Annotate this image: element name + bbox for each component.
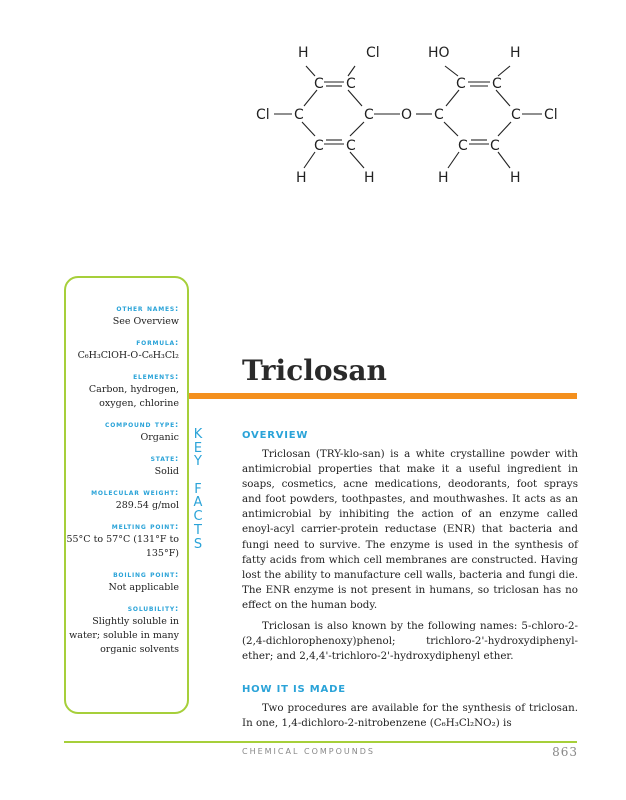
- atom-h: H: [510, 170, 521, 186]
- fact-value: Carbon, hydrogen, oxygen, chlorine: [88, 384, 179, 409]
- article-body: [242, 430, 578, 738]
- fact-boiling-point: [59, 570, 179, 595]
- overview-paragraph-1: Triclosan (TRY-klo-san) is a white crystalline powder with antimicrobial properties that make it a useful ingredient in soaps, cosmetics, acne medications, deodorants, foot sprays and foot powders, toothpastes, and mouthwashes. It acts as an antimicrobial by inhibiting the action of an enzyme called enoyl-acyl carrier-protein reductase (ENR) that bacteria and fungi need to survive. The enzyme is used in the synthesis of fatty acids from which cell membranes are constructed. Having lost the ability to manufacture cell walls, bacteria and fungi die. The ENR enzyme is not present in humans, so triclosan has no effect on the human body.: [242, 448, 578, 611]
- key-facts-letter: K: [193, 427, 203, 442]
- atom-cl: Cl: [256, 107, 270, 123]
- fact-label: molecular weight:: [91, 488, 179, 497]
- section-heading-how-made: HOW IT IS MADE: [242, 684, 346, 696]
- fact-formula: [59, 338, 179, 363]
- page-title: Triclosan: [242, 354, 387, 387]
- key-facts-letter: F: [194, 481, 202, 497]
- fact-elements: [59, 372, 179, 411]
- key-facts-letter: Y: [194, 454, 202, 470]
- footer-rule: [64, 741, 577, 743]
- fact-label: compound type:: [105, 420, 179, 429]
- key-facts-sidebar: [64, 276, 189, 714]
- key-facts-list: [59, 304, 179, 666]
- key-facts-letter: S: [193, 536, 203, 552]
- overview-paragraph-2: Triclosan is also known by the following names: 5-chloro-2-(2,4-dichlorophenoxy)phenol; trichloro-2'-hydroxydiphenyl-ether; and 2,4,4'-trichloro-2'-hydroxydiphenyl ether.: [242, 620, 578, 663]
- atom-h: H: [364, 170, 375, 186]
- atom-h: H: [510, 45, 521, 61]
- atom-c: C: [511, 107, 521, 123]
- fact-label: other names:: [116, 304, 179, 313]
- title-underline: [189, 393, 577, 399]
- fact-other-names: [59, 304, 179, 329]
- atom-cl: Cl: [366, 45, 380, 61]
- atom-ho: HO: [428, 45, 450, 61]
- fact-label: melting point:: [111, 522, 179, 531]
- key-facts-letter: [190, 469, 206, 483]
- atom-c: C: [346, 138, 356, 154]
- atom-c: C: [364, 107, 374, 123]
- fact-compound-type: [59, 420, 179, 445]
- fact-label: state:: [150, 454, 179, 463]
- atom-c: C: [314, 76, 324, 92]
- atom-h: H: [296, 170, 307, 186]
- fact-label: boiling point:: [113, 570, 179, 579]
- key-facts-vertical-label: [190, 428, 206, 551]
- fact-value: C₆H₃ClOH-O-C₆H₃Cl₂: [77, 350, 179, 361]
- footer-book-title: CHEMICAL COMPOUNDS: [242, 747, 375, 756]
- key-facts-letter: C: [193, 509, 203, 525]
- atom-cl: Cl: [544, 107, 558, 123]
- fact-value: See Overview: [112, 316, 179, 327]
- atom-o: O: [401, 107, 413, 123]
- atom-c: C: [490, 138, 500, 154]
- atom-c: C: [294, 107, 304, 123]
- fact-solubility: [59, 604, 179, 657]
- fact-value: Solid: [154, 466, 179, 477]
- atom-c: C: [458, 138, 468, 154]
- fact-value: 55°C to 57°C (131°F to 135°F): [66, 534, 179, 559]
- chemical-structure-diagram: [240, 40, 580, 190]
- atom-h: H: [438, 170, 449, 186]
- fact-value: Not applicable: [108, 582, 179, 593]
- key-facts-letter: E: [193, 440, 203, 456]
- atom-h: H: [298, 45, 309, 61]
- page-number: 863: [552, 745, 578, 759]
- section-heading-overview: OVERVIEW: [242, 430, 309, 441]
- atom-c: C: [434, 107, 444, 123]
- atom-labels: [256, 45, 558, 186]
- how-made-paragraph-1: Two procedures are available for the synthesis of triclosan. In one, 1,4-dichloro-2-nitrobenzene (C₆H₃Cl₂NO₂) is: [242, 702, 578, 730]
- key-facts-letter: A: [193, 495, 203, 511]
- fact-label: formula:: [136, 338, 179, 347]
- fact-molecular-weight: [59, 488, 179, 513]
- atom-c: C: [492, 76, 502, 92]
- fact-value: Organic: [140, 432, 179, 443]
- fact-label: elements:: [133, 372, 179, 381]
- fact-melting-point: [59, 522, 179, 561]
- atom-c: C: [346, 76, 356, 92]
- triclosan-structure-svg: [240, 40, 580, 190]
- fact-state: [59, 454, 179, 479]
- fact-label: solubility:: [127, 604, 179, 613]
- key-facts-letter: T: [194, 522, 202, 538]
- fact-value: 289.54 g/mol: [115, 500, 179, 511]
- atom-c: C: [314, 138, 324, 154]
- fact-value: Slightly soluble in water; soluble in many organic solvents: [69, 616, 179, 655]
- atom-c: C: [456, 76, 466, 92]
